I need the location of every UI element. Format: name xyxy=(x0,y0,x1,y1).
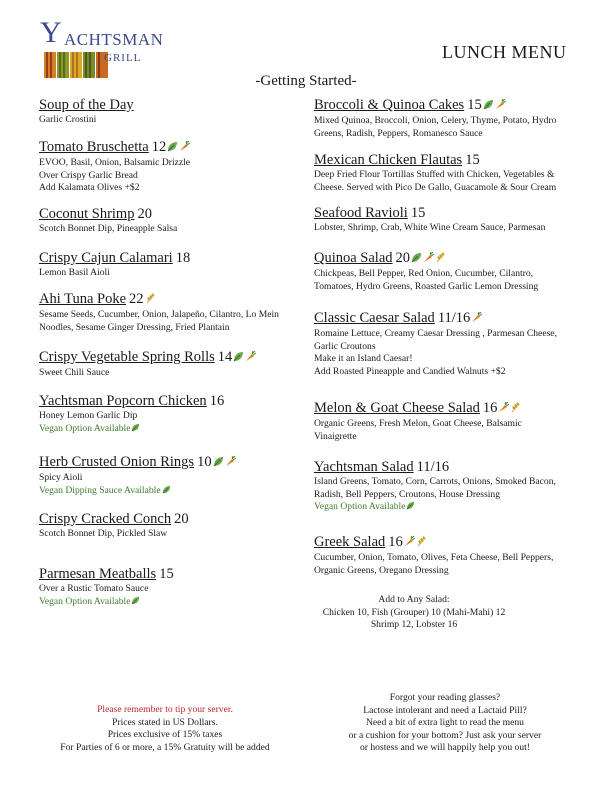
item-description: Add Kalamata Olives +$2 xyxy=(39,182,140,194)
item-name: Soup of the Day xyxy=(39,97,134,113)
menu-item-parmesan-meatballs xyxy=(39,566,319,609)
item-description: Make it an Island Caesar! xyxy=(314,353,413,365)
item-description: Noodles, Sesame Ginger Dressing, Fried Plantain xyxy=(39,321,230,333)
footer-line: For Parties of 6 or more, a 15% Gratuity will be added xyxy=(60,741,270,753)
item-price: 20 xyxy=(174,511,189,527)
menu-item-coconut-shrimp xyxy=(39,206,319,236)
item-name: Melon & Goat Cheese Salad xyxy=(314,400,480,416)
menu-item-mexican-chicken-flautas xyxy=(314,152,584,194)
menu-item-quinoa-salad xyxy=(314,250,584,293)
menu-item-crispy-cajun-calamari xyxy=(39,250,319,280)
item-price: 11/16 xyxy=(437,310,471,326)
item-name: Crispy Cajun Calamari xyxy=(39,250,173,266)
item-name: Ahi Tuna Poke xyxy=(39,291,127,307)
item-price: 15 xyxy=(159,566,174,582)
vegan-note xyxy=(39,485,319,499)
footer-right xyxy=(320,692,570,755)
footer-line: Need a bit of extra light to read the menu xyxy=(366,717,524,729)
carrot-icon xyxy=(225,455,236,472)
footer-line: Lactose intolerant and need a Lactaid Pill? xyxy=(363,704,527,716)
item-description: Romaine Lettuce, Creamy Caesar Dressing , Parmesan Cheese, xyxy=(314,328,557,339)
item-name: Crispy Cracked Conch xyxy=(39,511,172,527)
item-price: 22 xyxy=(129,291,144,307)
menu-item-greek-salad xyxy=(314,534,584,577)
item-price: 14 xyxy=(217,349,233,365)
item-name: Yachtsman Salad xyxy=(314,459,414,475)
leaf-icon xyxy=(411,251,422,268)
item-description: Organic Greens, Oregano Dressing xyxy=(314,564,449,576)
item-description: Honey Lemon Garlic Dip xyxy=(39,410,138,421)
item-description: Over Crispy Garlic Bread xyxy=(39,169,138,181)
carrot-icon xyxy=(179,140,190,157)
item-name: Tomato Bruschetta xyxy=(39,139,149,155)
item-description: Deep Fried Flour Tortillas Stuffed with Chicken, Vegetables & xyxy=(314,169,555,180)
wheat-icon xyxy=(416,535,427,552)
leaf-icon xyxy=(233,350,244,367)
menu-item-yachtsman-popcorn-chicken xyxy=(39,393,319,436)
item-price: 15 xyxy=(465,152,480,168)
item-description: Lobster, Shrimp, Crab, White Wine Cream Sauce, Parmesan xyxy=(314,222,546,233)
item-description: Island Greens, Tomato, Corn, Carrots, Onions, Smoked Bacon, xyxy=(314,476,556,487)
item-description: Greens, Radish, Peppers, Romanesco Sauce xyxy=(314,127,483,139)
item-description: Scotch Bonnet Dip, Pickled Slaw xyxy=(39,528,168,539)
footer-line: Prices exclusive of 15% taxes xyxy=(107,729,223,741)
menu-item-classic-caesar-salad xyxy=(314,310,584,378)
item-description: Garlic Croutons xyxy=(314,340,376,352)
item-price: 12 xyxy=(151,139,167,155)
item-description: Over a Rustic Tomato Sauce xyxy=(39,583,149,594)
item-description: Tomatoes, Hydro Greens, Roasted Garlic Lemon Dressing xyxy=(314,280,539,292)
item-name: Classic Caesar Salad xyxy=(314,310,435,326)
menu-item-ahi-tuna-poke xyxy=(39,291,319,334)
wheat-icon xyxy=(145,292,156,309)
wheat-icon xyxy=(510,401,521,418)
item-price: 20 xyxy=(395,250,411,266)
tip-reminder: Please remember to tip your server. xyxy=(97,704,233,715)
vegan-note xyxy=(39,423,319,437)
footer-left xyxy=(40,704,290,754)
item-description: Mixed Quinoa, Broccoli, Onion, Celery, Thyme, Potato, Hydro xyxy=(314,115,557,126)
leaf-icon xyxy=(483,98,494,115)
page-title: LUNCH MENU xyxy=(442,42,567,62)
footer-line: Forgot your reading glasses? xyxy=(389,692,501,703)
logo-initial: Y xyxy=(40,16,63,49)
leaf-icon xyxy=(131,423,140,437)
item-price: 16 xyxy=(482,400,498,416)
addon-line: Shrimp 12, Lobster 16 xyxy=(370,619,458,631)
item-name: Parmesan Meatballs xyxy=(39,566,157,582)
carrot-icon xyxy=(471,311,482,328)
section-title: -Getting Started- xyxy=(255,73,357,89)
menu-item-soup-of-the-day xyxy=(39,97,319,127)
item-description: Lemon Basil Aioli xyxy=(39,267,110,278)
carrot-icon xyxy=(245,350,256,367)
vegan-note-text: Vegan Dipping Sauce Available xyxy=(39,484,161,496)
carrot-icon xyxy=(495,98,506,115)
leaf-icon xyxy=(162,485,171,499)
menu-item-crispy-cracked-conch xyxy=(39,511,319,541)
item-description: Organic Greens, Fresh Melon, Goat Cheese, Balsamic xyxy=(314,418,522,429)
item-description: Add Roasted Pineapple and Candied Walnuts +$2 xyxy=(314,365,506,377)
item-name: Seafood Ravioli xyxy=(314,205,408,221)
menu-item-broccoli-quinoa-cakes xyxy=(314,97,584,140)
item-price: 16 xyxy=(388,534,403,550)
item-name: Mexican Chicken Flautas xyxy=(314,152,463,168)
item-description: EVOO, Basil, Onion, Balsamic Drizzle xyxy=(39,157,191,168)
logo-text: ACHTSMAN xyxy=(64,30,164,49)
item-name: Greek Salad xyxy=(314,534,386,550)
menu-item-crispy-vegetable-spring-rolls xyxy=(39,349,319,380)
item-description: Cucumber, Onion, Tomato, Olives, Feta Cheese, Bell Peppers, xyxy=(314,552,554,563)
logo xyxy=(40,16,170,80)
leaf-icon xyxy=(213,455,224,472)
item-name: Broccoli & Quinoa Cakes xyxy=(314,97,465,113)
item-price: 20 xyxy=(137,206,152,222)
item-description: Sweet Chili Sauce xyxy=(39,367,110,378)
footer-line: Prices stated in US Dollars. xyxy=(112,716,218,728)
menu-item-yachtsman-salad xyxy=(314,459,584,515)
item-description: Sesame Seeds, Cucumber, Onion, Jalapeño, Cilantro, Lo Mein xyxy=(39,309,279,320)
item-price: 15 xyxy=(467,97,482,113)
item-description: Radish, Bell Peppers, Croutons, House Dressing xyxy=(314,488,501,500)
item-name: Quinoa Salad xyxy=(314,250,393,266)
item-description: Scotch Bonnet Dip, Pineapple Salsa xyxy=(39,223,178,234)
item-name: Yachtsman Popcorn Chicken xyxy=(39,393,207,409)
item-name: Crispy Vegetable Spring Rolls xyxy=(39,349,215,365)
item-price: 11/16 xyxy=(416,459,450,475)
addon-line: Chicken 10, Fish (Grouper) 10 (Mahi-Mahi) 12 xyxy=(322,606,506,618)
item-description: Garlic Crostini xyxy=(39,114,97,125)
wheat-icon xyxy=(435,251,446,268)
menu-item-tomato-bruschetta xyxy=(39,139,319,195)
leaf-icon xyxy=(167,140,178,157)
logo-sub: GRILL xyxy=(104,52,142,64)
menu-item-herb-crusted-onion-rings xyxy=(39,454,319,498)
menu-item-melon-goat-cheese-salad xyxy=(314,400,584,443)
salad-addons xyxy=(314,594,514,632)
item-description: Vinaigrette xyxy=(314,430,357,442)
item-price: 18 xyxy=(175,250,191,266)
leaf-icon xyxy=(406,501,415,515)
item-description: Chickpeas, Bell Pepper, Red Onion, Cucumber, Cilantro, xyxy=(314,268,534,279)
carrot-icon xyxy=(498,401,509,418)
vegan-note-text: Vegan Option Available xyxy=(39,422,131,434)
vegan-note-text: Vegan Option Available xyxy=(39,595,131,607)
item-name: Coconut Shrimp xyxy=(39,206,135,222)
vegan-note xyxy=(39,596,319,610)
addon-line: Add to Any Salad: xyxy=(378,594,450,605)
leaf-icon xyxy=(131,596,140,610)
item-description: Spicy Aioli xyxy=(39,472,83,483)
item-price: 16 xyxy=(209,393,225,409)
menu-item-seafood-ravioli xyxy=(314,205,584,235)
item-description: Cheese. Served with Pico De Gallo, Guacamole & Sour Cream xyxy=(314,181,557,193)
footer-line: or a cushion for your bottom? Just ask your server xyxy=(348,729,542,741)
item-price: 15 xyxy=(410,205,426,221)
item-price: 10 xyxy=(197,454,212,470)
item-name: Herb Crusted Onion Rings xyxy=(39,454,195,470)
carrot-icon xyxy=(404,535,415,552)
vegan-note xyxy=(314,501,584,515)
footer-line: or hostess and we will happily help you out! xyxy=(360,742,530,754)
carrot-icon xyxy=(423,251,434,268)
vegan-note-text: Vegan Option Available xyxy=(314,501,406,513)
